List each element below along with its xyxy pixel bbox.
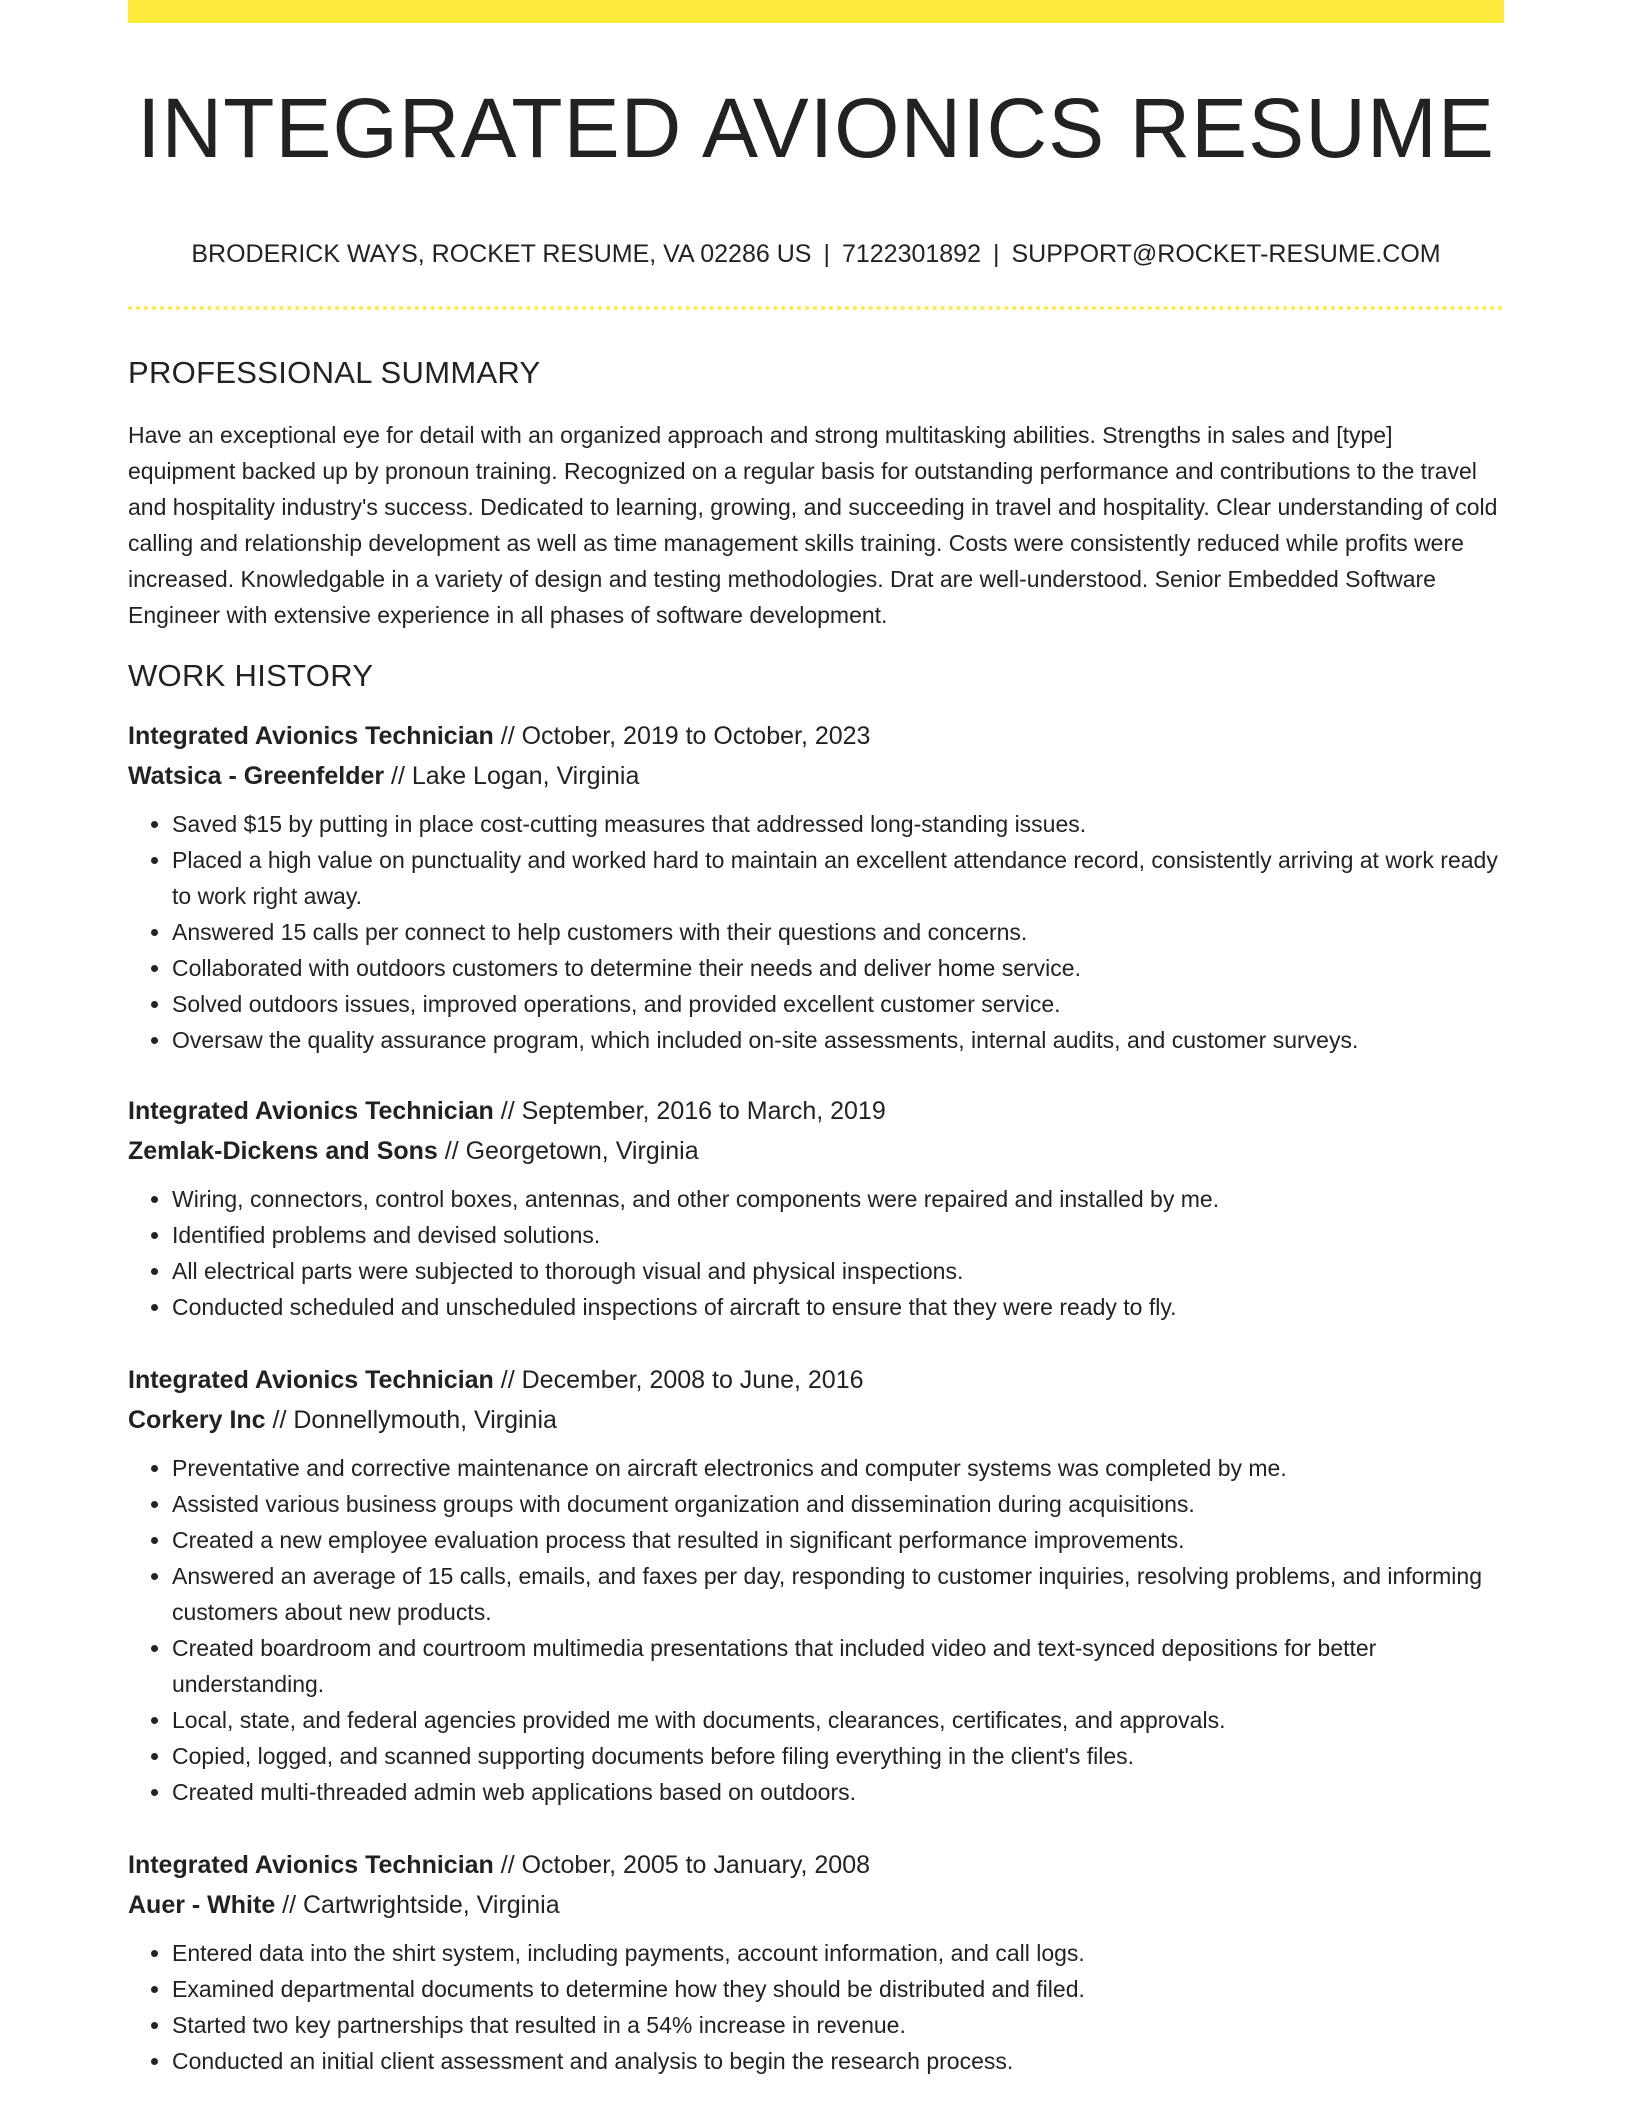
job-dates: // October, 2019 to October, 2023 <box>493 722 871 750</box>
job-company: Watsica - Greenfelder <box>128 762 385 790</box>
job-bullet: • Wiring, connectors, control boxes, antennas, and other components were repaired and installed by me. <box>172 1181 1504 1217</box>
job-bullet: • Local, state, and federal agencies provided me with documents, clearances, certificates, and approvals. <box>172 1702 1504 1738</box>
job-bullet: • Identified problems and devised solutions. <box>172 1217 1504 1253</box>
job-bullet: • Created multi-threaded admin web applications based on outdoors. <box>172 1774 1504 1810</box>
job-company: Corkery Inc <box>128 1406 266 1434</box>
job-dates: // September, 2016 to March, 2019 <box>493 1097 886 1125</box>
job-entry <box>128 716 1504 1058</box>
job-title: Integrated Avionics Technician <box>128 1851 494 1879</box>
job-bullet: • Examined departmental documents to determine how they should be distributed and filed. <box>172 1971 1504 2007</box>
job-company-line <box>128 1400 1504 1440</box>
summary-text: Have an exceptional eye for detail with an organized approach and strong multitasking abilities. Strengths in sales and [type] equipment backed up by pronoun training. Recognized on a regular basis for outstanding performance and contributions to the travel and hospitality industry's success. Dedicated to learning, growing, and succeeding in travel and hospitality. Clear understanding of cold calling and relationship development as well as time management skills training. Costs were consistently reduced while profits were increased. Knowledgable in a variety of design and testing methodologies. Drat are well-understood. Senior Embedded Software Engineer with extensive experience in all phases of software development. <box>128 422 1498 628</box>
job-bullets <box>128 1450 1504 1810</box>
job-bullet: • Conducted an initial client assessment and analysis to begin the research process. <box>172 2043 1504 2079</box>
job-company-line <box>128 1131 1504 1171</box>
job-bullet: • Assisted various business groups with document organization and dissemination during acquisitions. <box>172 1486 1504 1522</box>
job-bullet: • Conducted scheduled and unscheduled inspections of aircraft to ensure that they were ready to fly. <box>172 1289 1504 1325</box>
job-title-line <box>128 716 1504 756</box>
job-dates: // October, 2005 to January, 2008 <box>493 1851 870 1879</box>
contact-email: SUPPORT@ROCKET-RESUME.COM <box>1011 240 1441 268</box>
job-dates: // December, 2008 to June, 2016 <box>493 1366 864 1394</box>
job-bullet: • Started two key partnerships that resulted in a 54% increase in revenue. <box>172 2007 1504 2043</box>
job-bullets <box>128 806 1504 1058</box>
job-title-line <box>128 1360 1504 1400</box>
job-bullet: • Saved $15 by putting in place cost-cutting measures that addressed long-standing issues. <box>172 806 1504 842</box>
job-bullet: • All electrical parts were subjected to thorough visual and physical inspections. <box>172 1253 1504 1289</box>
job-bullet: • Collaborated with outdoors customers to determine their needs and deliver home service. <box>172 950 1504 986</box>
job-bullet: • Answered an average of 15 calls, emails, and faxes per day, responding to customer inquiries, resolving problems, and informing customers about new products. <box>172 1558 1504 1630</box>
job-company: Auer - White <box>128 1891 276 1919</box>
job-title: Integrated Avionics Technician <box>128 722 494 750</box>
job-entry <box>128 1091 1504 1325</box>
contact-address: BRODERICK WAYS, ROCKET RESUME, VA 02286 US <box>191 240 812 268</box>
contact-separator: | <box>993 240 1000 268</box>
job-title-line <box>128 1091 1504 1131</box>
job-entry <box>128 1845 1504 2079</box>
top-accent-bar <box>128 0 1504 23</box>
job-location: // Cartwrightside, Virginia <box>275 1891 560 1919</box>
header-divider <box>128 306 1504 310</box>
job-company-line <box>128 1885 1504 1925</box>
job-bullet: • Placed a high value on punctuality and worked hard to maintain an excellent attendance record, consistently arriving at work ready to work right away. <box>172 842 1504 914</box>
job-bullet: • Copied, logged, and scanned supporting documents before filing everything in the client's files. <box>172 1738 1504 1774</box>
resume-title: INTEGRATED AVIONICS RESUME <box>137 81 1495 175</box>
contact-separator: | <box>823 240 830 268</box>
job-bullet: • Created boardroom and courtroom multimedia presentations that included video and text-synced depositions for better understanding. <box>172 1630 1504 1702</box>
job-company: Zemlak-Dickens and Sons <box>128 1137 438 1165</box>
contact-phone: 7122301892 <box>841 240 981 268</box>
job-bullets <box>128 1181 1504 1325</box>
job-location: // Donnellymouth, Virginia <box>265 1406 557 1434</box>
job-bullet: • Answered 15 calls per connect to help customers with their questions and concerns. <box>172 914 1504 950</box>
contact-line <box>128 236 1504 272</box>
job-location: // Georgetown, Virginia <box>437 1137 699 1165</box>
job-entry <box>128 1360 1504 1810</box>
work-history-heading: WORK HISTORY <box>128 658 374 693</box>
job-bullet: • Entered data into the shirt system, including payments, account information, and call logs. <box>172 1935 1504 1971</box>
summary-heading: PROFESSIONAL SUMMARY <box>128 355 541 390</box>
job-location: // Lake Logan, Virginia <box>384 762 640 790</box>
job-bullet: • Preventative and corrective maintenance on aircraft electronics and computer systems was completed by me. <box>172 1450 1504 1486</box>
job-company-line <box>128 756 1504 796</box>
job-bullets <box>128 1935 1504 2079</box>
job-bullet: • Created a new employee evaluation process that resulted in significant performance improvements. <box>172 1522 1504 1558</box>
job-bullet: • Oversaw the quality assurance program, which included on-site assessments, internal audits, and customer surveys. <box>172 1022 1504 1058</box>
job-title-line <box>128 1845 1504 1885</box>
job-bullet: • Solved outdoors issues, improved operations, and provided excellent customer service. <box>172 986 1504 1022</box>
job-title: Integrated Avionics Technician <box>128 1366 494 1394</box>
job-title: Integrated Avionics Technician <box>128 1097 494 1125</box>
